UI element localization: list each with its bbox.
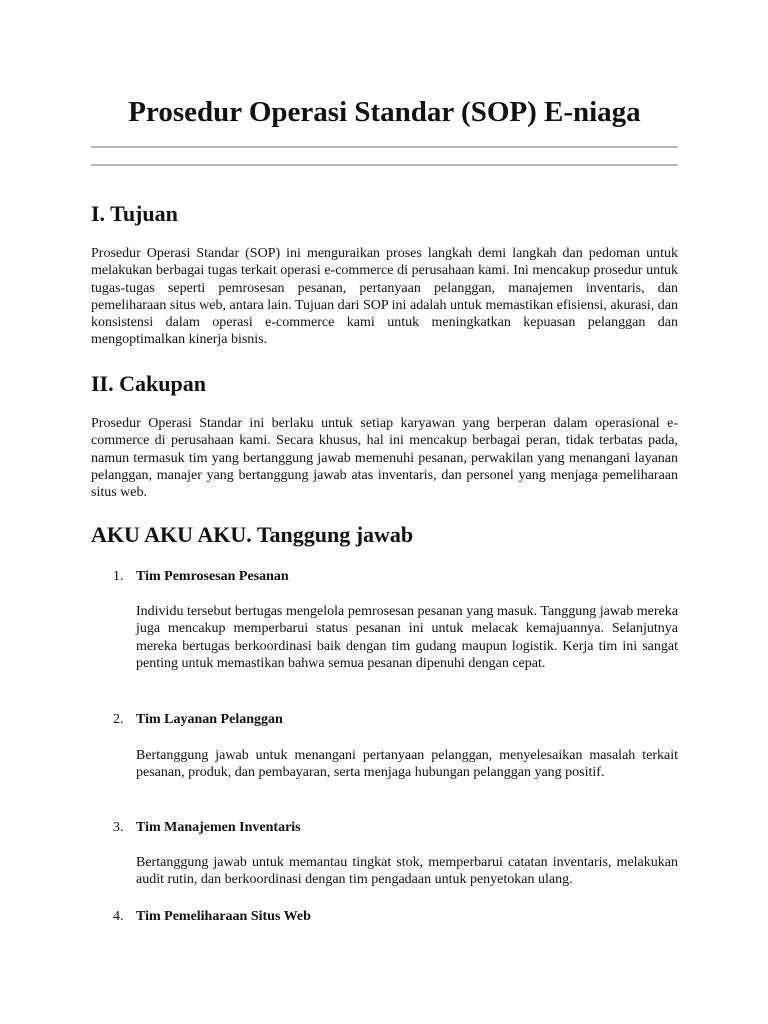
section-heading-cakupan: II. Cakupan bbox=[91, 371, 206, 396]
list-item-title: Tim Pemrosesan Pesanan bbox=[136, 569, 289, 584]
title-divider-bottom bbox=[91, 164, 678, 166]
list-item-description: Bertanggung jawab untuk memantau tingkat stok, memperbarui catatan inventaris, melakukan audit rutin, dan berkoordinasi dengan tim pengadaan untuk penyetokan ulang. bbox=[136, 855, 678, 888]
list-item-number: 3. bbox=[113, 820, 124, 835]
list-item-title: Tim Layanan Pelanggan bbox=[136, 712, 283, 727]
list-item-title: Tim Pemeliharaan Situs Web bbox=[136, 909, 311, 924]
list-item-description: Bertanggung jawab untuk menangani pertanyaan pelanggan, menyelesaikan masalah terkait pesanan, produk, dan pembayaran, serta menjaga hubungan pelanggan yang positif. bbox=[136, 748, 678, 781]
section-heading-tanggung-jawab: AKU AKU AKU. Tanggung jawab bbox=[91, 522, 414, 547]
list-item-description: Individu tersebut bertugas mengelola pemrosesan pesanan yang masuk. Tanggung jawab mereka juga mencakup memperbarui status pesanan ini untuk melacak kemajuannya. Selanjutnya mereka bertugas berkoordinasi baik dengan tim gudang maupun logistik. Kerja tim ini sangat penting untuk memastikan bahwa semua pesanan dipenuhi dengan cepat. bbox=[136, 604, 678, 671]
list-item-number: 4. bbox=[113, 909, 124, 924]
document-title: Prosedur Operasi Standar (SOP) E-niaga bbox=[128, 96, 641, 128]
section-body-tujuan: Prosedur Operasi Standar (SOP) ini menguraikan proses langkah demi langkah dan pedoman untuk melakukan berbagai tugas terkait operasi e-commerce di perusahaan kami. Ini mencakup prosedur untuk tugas-tugas seperti pemrosesan pesanan, pertanyaan pelanggan, manajemen inventaris, dan pemeliharaan situs web, antara lain. Tujuan dari SOP ini adalah untuk memastikan efisiensi, akurasi, dan konsistensi dalam operasi e-commerce kami untuk meningkatkan kepuasan pelanggan dan mengoptimalkan kinerja bisnis. bbox=[91, 246, 678, 348]
list-item-number: 2. bbox=[113, 712, 124, 727]
list-item-number: 1. bbox=[113, 569, 124, 584]
title-divider-top bbox=[91, 146, 678, 148]
section-body-cakupan: Prosedur Operasi Standar ini berlaku untuk setiap karyawan yang berperan dalam operasional e-commerce di perusahaan kami. Secara khusus, hal ini mencakup berbagai peran, tidak terbatas pada, namun termasuk tim yang bertanggung jawab memenuhi pesanan, perwakilan yang menangani layanan pelanggan, manajer yang bertanggung jawab atas inventaris, dan personel yang menjaga pemeliharaan situs web. bbox=[91, 416, 678, 501]
list-item-title: Tim Manajemen Inventaris bbox=[136, 820, 301, 835]
section-heading-tujuan: I. Tujuan bbox=[91, 201, 178, 226]
